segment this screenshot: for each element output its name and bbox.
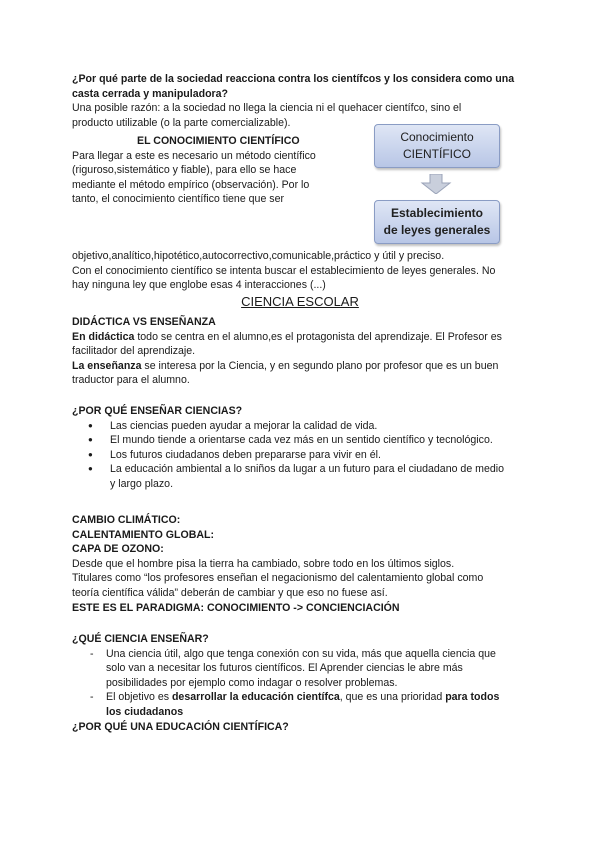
paradigma-line: ESTE ES EL PARADIGMA: CONOCIMIENTO -> CONCIENCIACIÓN [72, 601, 400, 614]
list-item-text-1: La educación ambiental a lo sniños da lugar a un futuro para el ciudadano de medio [110, 463, 505, 476]
didactica-label: En didáctica [72, 330, 135, 343]
conocimiento-line-4: tanto, el conocimiento científico tiene que ser [72, 193, 284, 206]
porque-list [72, 419, 528, 492]
cambio-line-2: Titulares como “los profesores enseñan el negacionismo del calentamiento global como [72, 572, 484, 585]
conocimiento-line-2: (riguroso,sistemático y fiable), para ello se hace [72, 164, 297, 177]
ensenanza-paragraph-1 [72, 359, 528, 374]
conocimiento-heading: EL CONOCIMIENTO CIENTÍFICO [137, 135, 300, 147]
list-item: ● Los futuros ciudadanos deben prepararse para vivir en él. [72, 448, 528, 463]
list-item: ● El mundo tiende a orientarse cada vez más en un sentido científico y tecnológico. [72, 433, 528, 448]
diagram-box-conocimiento-label: Conocimiento CIENTÍFICO [400, 130, 474, 161]
cambio-line-1: Desde que el hombre pisa la tierra ha cambiado, sobre todo en los últimos siglos. [72, 557, 455, 570]
ensenanza-text-2: traductor para el alumno. [72, 374, 190, 387]
item1-line-1: Una ciencia útil, algo que tenga conexión con su vida, más que aquella ciencia que [106, 647, 496, 660]
didactica-subtitle: DIDÁCTICA VS ENSEÑANZA [72, 316, 216, 328]
question-1-title-1: ¿Por qué parte de la sociedad reacciona contra los científcos y los considera como una [72, 73, 515, 85]
list-item-text-2: y largo plazo. [110, 477, 174, 490]
item1-line-3: posibilidades por ejemplo como indagar o resolver problemas. [106, 676, 398, 689]
cambio-line-3: teoría científica válida” deberán de cambiar y que eso no fuese así. [72, 586, 388, 599]
question-1-answer-2: producto utilizable (o la parte comercializable). [72, 116, 291, 129]
item2-pre: El objetivo es [106, 691, 172, 704]
que-ciencia-section [72, 632, 528, 734]
question-1-title-2: casta cerrada y manipuladora? [72, 87, 229, 100]
item2-bold: desarrollar la educación científca [171, 691, 340, 704]
diagram-box-leyes [374, 200, 500, 244]
conocimiento-continued [72, 249, 528, 293]
porque-heading: ¿POR QUÉ ENSEÑAR CIENCIAS? [72, 405, 243, 417]
item2-bold-2: para todos [445, 691, 500, 704]
conocimiento-after-1: objetivo,analítico,hipotético,autocorrectivo,comunicable,práctico y útil y preciso. [72, 250, 445, 262]
item1-line-2: solo van a necesitar los futuros científicos. El Aprender ciencias le abre más [106, 662, 463, 675]
cambio-heading-2: CALENTAMIENTO GLOBAL: [72, 528, 215, 541]
porque-section [72, 404, 528, 492]
cambio-heading-3: CAPA DE OZONO: [72, 543, 164, 556]
flow-diagram [374, 124, 498, 242]
question-1-answer-1: Una posible razón: a la sociedad no llega la ciencia ni el quehacer científco, sino el [72, 102, 462, 115]
conocimiento-after-3: hay ninguna ley que englobe esas 4 interacciones (...) [72, 279, 326, 292]
conocimiento-after-2: Con el conocimiento científico se intenta buscar el establecimiento de leyes generales. No [72, 264, 496, 277]
final-heading: ¿POR QUÉ UNA EDUCACIÓN CIENTÍFICA? [72, 720, 289, 733]
list-item [72, 647, 528, 691]
item2-mid: , que es una prioridad [339, 691, 446, 704]
ensenanza-label: La enseñanza [72, 359, 142, 372]
question-1 [72, 72, 528, 130]
cambio-section [72, 513, 528, 615]
que-ciencia-list [72, 647, 528, 720]
list-item: ● Las ciencias pueden ayudar a mejorar la calidad de vida. [72, 419, 528, 434]
conocimiento-section [72, 134, 362, 207]
diagram-box-conocimiento [374, 124, 500, 168]
didactica-text-2: facilitador del aprendizaje. [72, 345, 196, 358]
ciencia-escolar-title: CIENCIA ESCOLAR [241, 294, 359, 309]
conocimiento-line-3: mediante el método empírico (observación). Por lo [72, 178, 310, 191]
list-item [72, 462, 528, 491]
cambio-heading-1: CAMBIO CLIMÁTICO: [72, 514, 181, 526]
down-arrow-icon [420, 174, 452, 194]
list-item [72, 690, 528, 719]
conocimiento-line-1: Para llegar a este es necesario un método científico [72, 149, 316, 162]
item2-line-2: los ciudadanos [106, 705, 184, 718]
didactica-section [72, 315, 528, 388]
diagram-box-leyes-label: Establecimiento de leyes generales [383, 206, 491, 237]
didactica-text-1: todo se centra en el alumno,es el protagonista del aprendizaje. El Profesor es [134, 330, 502, 343]
que-ciencia-heading: ¿QUÉ CIENCIA ENSEÑAR? [72, 633, 209, 645]
ensenanza-text-1: se interesa por la Ciencia, y en segundo plano por profesor que es un buen [141, 359, 499, 372]
didactica-paragraph-1 [72, 330, 528, 345]
